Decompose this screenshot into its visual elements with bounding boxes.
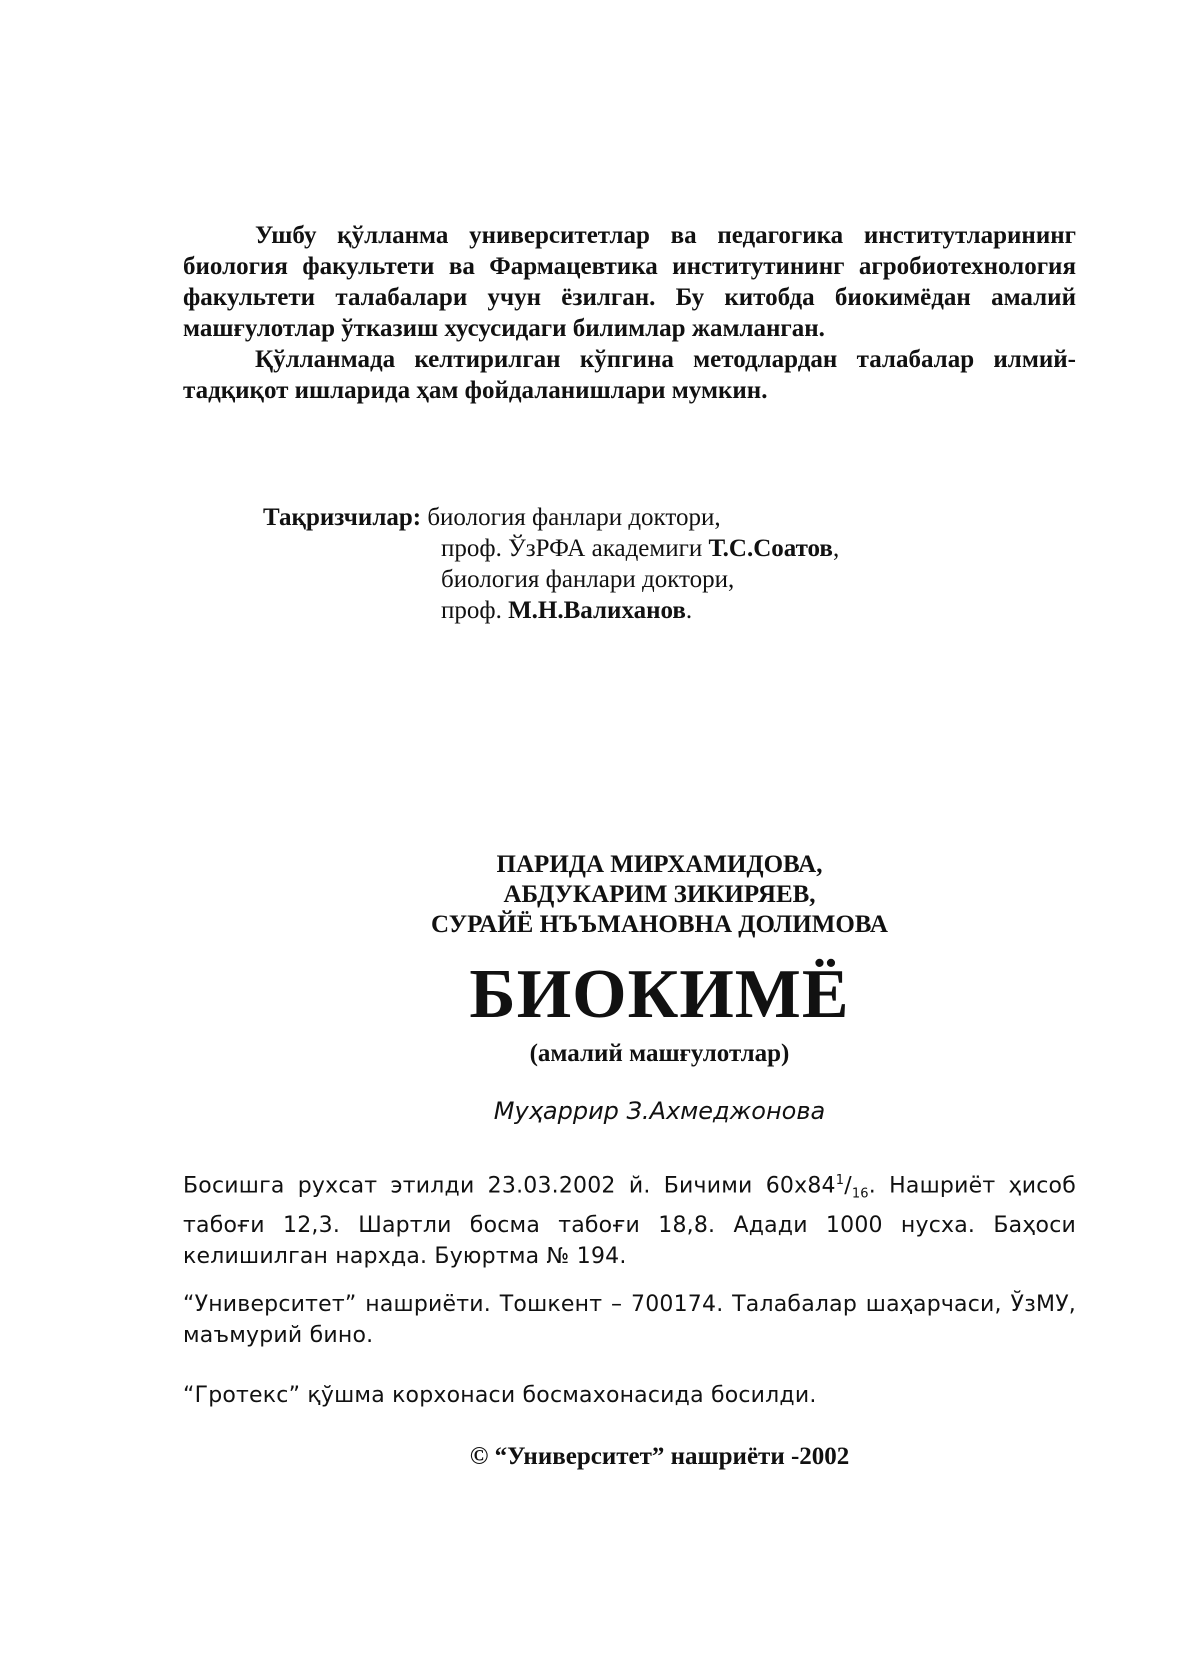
book-title: БИОКИМЁ <box>469 956 850 1033</box>
imprint-text-1a: Босишга рухсат этилди 23.03.2002 й. Бичими 60х84 <box>183 1173 836 1199</box>
abstract <box>183 220 1076 406</box>
book-subtitle: (амалий машғулотлар) <box>529 1040 790 1067</box>
reviewer-line-4-prefix: проф. <box>441 597 502 624</box>
authors <box>183 850 1076 940</box>
imprint-printing-house: “Гротекс” қўшма корхонаси босмахонасида босилди. <box>183 1383 817 1408</box>
reviewer-line-1: биология фанлари доктори, <box>427 504 721 531</box>
format-subscript: 16 <box>851 1186 869 1202</box>
abstract-paragraph-2: Қўлланмада келтирилган кўпгина методлардан талабалар илмий-тадқиқот ишларида ҳам фойдаланишлари мумкин. <box>183 346 1076 404</box>
imprint-publisher-address: “Университет” нашриёти. Тошкент – 700174. Талабалар шаҳарчаси, ЎзМУ, маъмурий бино. <box>183 1292 1076 1348</box>
reviewer-line-4-suffix: . <box>685 597 693 624</box>
editor-credit: Муҳаррир З.Ахмеджонова <box>493 1097 826 1125</box>
format-slash: / <box>844 1173 852 1199</box>
reviewers-label: Тақризчилар: <box>263 504 422 531</box>
imprint-text-1b: . Нашриёт ҳисоб табоғи 12,3. Шартли босма табоғи 18,8. Адади 1000 нусха. Баҳоси келишилган нархда. Буюртма № 194. <box>183 1173 1076 1269</box>
reviewer-line-2-prefix: проф. ЎзРФА академиги <box>441 535 703 562</box>
reviewer-line-2-suffix: , <box>832 535 840 562</box>
reviewer-line-3: биология фанлари доктори, <box>441 566 735 593</box>
author-1: ПАРИДА МИРХАМИДОВА, <box>496 851 823 878</box>
copyright-notice: © “Университет” нашриёти -2002 <box>469 1443 850 1470</box>
book-subtitle-wrapper <box>183 1040 1076 1068</box>
format-superscript: 1 <box>835 1173 845 1188</box>
author-3: СУРАЙЁ НЪЪМАНОВНА ДОЛИМОВА <box>431 911 888 938</box>
author-2: АБДУКАРИМ ЗИКИРЯЕВ, <box>503 881 816 908</box>
editor-wrapper <box>183 1097 1076 1125</box>
reviewers-block <box>263 502 839 626</box>
book-title-wrapper <box>183 955 1076 1035</box>
reviewer-name-2: М.Н.Валиханов <box>508 597 686 624</box>
reviewer-name-1: Т.С.Соатов <box>708 535 833 562</box>
imprint-print-details <box>183 1165 1076 1272</box>
abstract-paragraph-1: Ушбу қўлланма университетлар ва педагогика институтларининг биология факультети ва Фармацевтика институтининг агробиотехнология факультети талабалари учун ёзилган. Бу китобда биокимёдан амалий машғулотлар ўтказиш хусусидаги билимлар жамланган. <box>183 222 1076 342</box>
copyright-wrapper <box>183 1443 1076 1471</box>
